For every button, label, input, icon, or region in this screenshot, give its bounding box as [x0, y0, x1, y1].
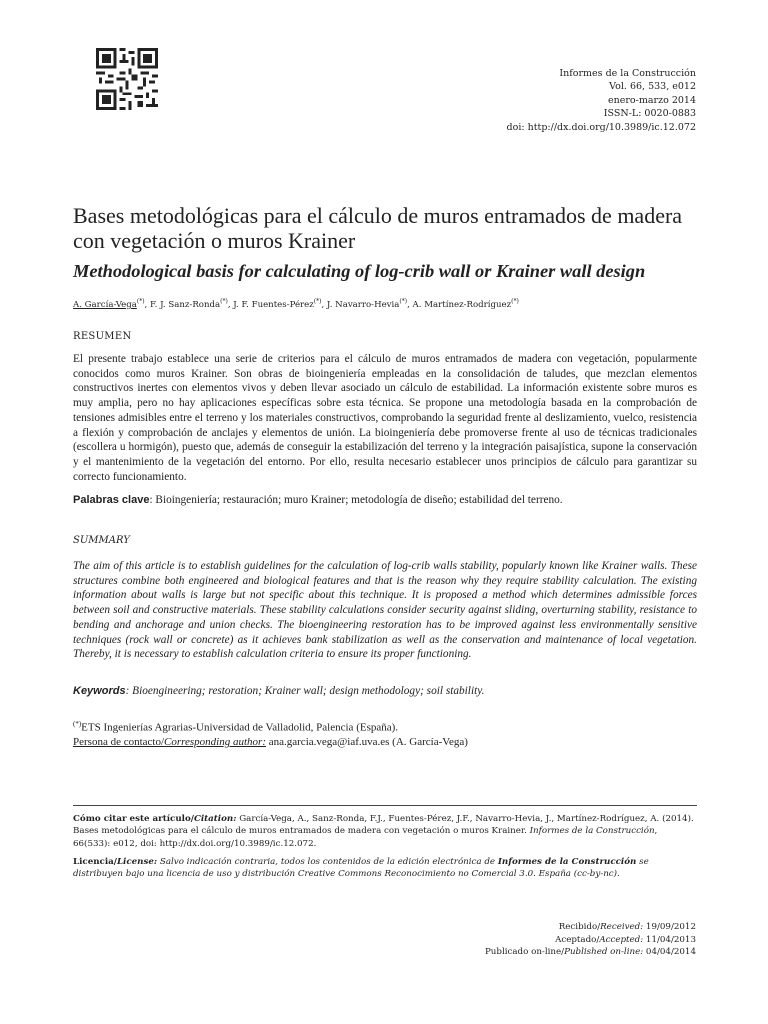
- accepted-value: 11/04/2013: [643, 934, 696, 945]
- keywords-label: Keywords: [73, 685, 126, 697]
- affiliation-text: ETS Ingenierías Agrarias-Universidad de Valladolid, Palencia (España).: [81, 721, 399, 734]
- summary-heading: SUMMARY: [73, 535, 130, 546]
- citation-label-es: Cómo citar este artículo/: [73, 814, 194, 824]
- affiliation-mark: (*): [73, 720, 82, 728]
- journal-info: [507, 67, 696, 134]
- license-tail: se distribuyen bajo una licencia de uso y distribución Creative Commons Reconocimiento no Comercial 3.0. España (cc-by-nc).: [73, 857, 649, 880]
- author-third: , J. F. Fuentes-Pérez: [227, 299, 314, 310]
- contact-label-es: Persona de contacto/: [73, 736, 165, 749]
- contact-label: [73, 736, 266, 748]
- accepted-label-en: Accepted:: [599, 934, 644, 945]
- footer-divider: [73, 805, 697, 806]
- license-label-es: Licencia/: [73, 857, 117, 867]
- received-label: Recibido/: [558, 922, 601, 932]
- published-date: [485, 946, 696, 959]
- palabras-clave-label: Palabras clave: [73, 494, 150, 506]
- license-label-en: License:: [116, 857, 158, 867]
- resumen-text: El presente trabajo establece una serie de criterios para el cálculo de muros entramados de madera con vegetación, popularmente conocidos como muros Krainer. Son obras de bioingeniería empleadas en la consolidación de taludes, que mezclan elementos constructivos inertes con elementos vivos y deben llevar asociado un cálculo de estabilidad. La información existente sobre muros es muy amplia, pero no hay aplicaciones específicas sobre esta técnica. Se propone una metodología basada en la comprobación de tensiones admisibles entre el terreno y los materiales constructivos, comprobando la seguridad frente al deslizamiento, vuelco, resistencia a flexión y comprobación de anclajes y elementos de unión. La bioingeniería debe promoverse frente al uso de técnicas tradicionales (escollera u hormigón), puesto que, además de conseguir la estabilización del terreno y la integración paisajística, supone la conservación y el mantenimiento de la vegetación del entorno. Por ello, resulta necesario establecer unos principios de cálculo para garantizar su correcto funcionamiento.: [73, 353, 697, 483]
- published-value: 04/04/2014: [643, 947, 696, 958]
- summary-text: The aim of this article is to establish guidelines for the calculation of log-crib walls stability, popularly known like Krainer walls. These structures combine both engineered and biological features and that is the reason why they require stability calculation. The existing information about walls is large but not specific about this technique. It is proposed a method which determines admissible forces between soil and constructive materials. These stability calculations consider security against sliding, overturning stability, resistance to bending and anchorage and union checks. The bioengineering restoration has to be improved against less environmentally sensitive techniques (rock wall or concrete) as it achieves bank stabilization as well as the conservation and maintenance of local vegetation. Thereby, it is necessary to establish calculation criteria to ensure its proper functioning.: [73, 560, 697, 661]
- citation-text: García-Vega, A., Sanz-Ronda, F.J., Fuentes-Pérez, J.F., Navarro-Hevia, J., Martínez-Rodríguez, A. (2014). Bases metodológicas para el cálculo de muros entramados de madera con vegetación o muros Krainer.: [73, 814, 694, 837]
- contact-email[interactable]: ana.garcia.vega@iaf.uva.es (A. García-Vega): [266, 736, 468, 749]
- citation-tail[interactable]: , 66(533): e012, doi: http://dx.doi.org/10.3989/ic.12.072.: [73, 826, 658, 849]
- keywords: [73, 685, 484, 697]
- author-first: A. García-Vega: [73, 299, 137, 310]
- published-label: Publicado on-line/: [484, 947, 565, 958]
- palabras-clave: [73, 494, 563, 506]
- author-mark: (*): [511, 298, 519, 305]
- author-mark: (*): [399, 298, 408, 305]
- author-mark: (*): [136, 298, 145, 305]
- accepted-date: [485, 934, 696, 947]
- citation-label-en: Citation:: [193, 814, 237, 824]
- published-label-en: Published on-line:: [564, 947, 644, 958]
- journal-volume: Vol. 66, 533, e012: [609, 81, 696, 93]
- qr-code: [96, 48, 158, 110]
- author-fifth: , A. Martínez-Rodríguez: [407, 299, 512, 310]
- journal-issn: ISSN-L: 0020-0883: [603, 108, 696, 120]
- keywords-text: : Bioengineering; restoration; Krainer wall; design methodology; soil stability.: [125, 685, 485, 697]
- author-second: , F. J. Sanz-Ronda: [144, 299, 221, 310]
- received-date: [485, 921, 696, 934]
- received-value: 19/09/2012: [643, 922, 696, 932]
- license-journal: Informes de la Construcción: [497, 857, 637, 867]
- license-text: Salvo indicación contraria, todos los contenidos de la edición electrónica de: [157, 857, 498, 867]
- palabras-clave-text: : Bioingeniería; restauración; muro Krainer; metodología de diseño; estabilidad del terreno.: [149, 494, 563, 506]
- publication-dates: [485, 921, 696, 959]
- accepted-label: Aceptado/: [555, 934, 600, 945]
- journal-name: Informes de la Construcción: [559, 68, 696, 79]
- journal-doi[interactable]: doi: http://dx.doi.org/10.3989/ic.12.072: [506, 121, 696, 133]
- citation-journal: Informes de la Construcción: [529, 826, 655, 837]
- contact-label-en: Corresponding author:: [164, 736, 266, 749]
- affiliation: [73, 717, 468, 750]
- title-spanish: Bases metodológicas para el cálculo de muros entramados de madera con vegetación o muros Krainer: [73, 203, 683, 253]
- author-mark: (*): [313, 298, 322, 305]
- author-fourth: , J. Navarro-Hevia: [321, 299, 400, 310]
- author-mark: (*): [220, 298, 228, 305]
- title-english: Methodological basis for calculating of log-crib wall or Krainer wall design: [73, 261, 646, 281]
- author-list: [73, 298, 519, 310]
- citation: [73, 813, 697, 850]
- resumen-heading: RESUMEN: [73, 331, 132, 342]
- journal-date: enero-marzo 2014: [608, 94, 696, 106]
- license: [73, 856, 697, 881]
- received-label-en: Received:: [600, 922, 644, 932]
